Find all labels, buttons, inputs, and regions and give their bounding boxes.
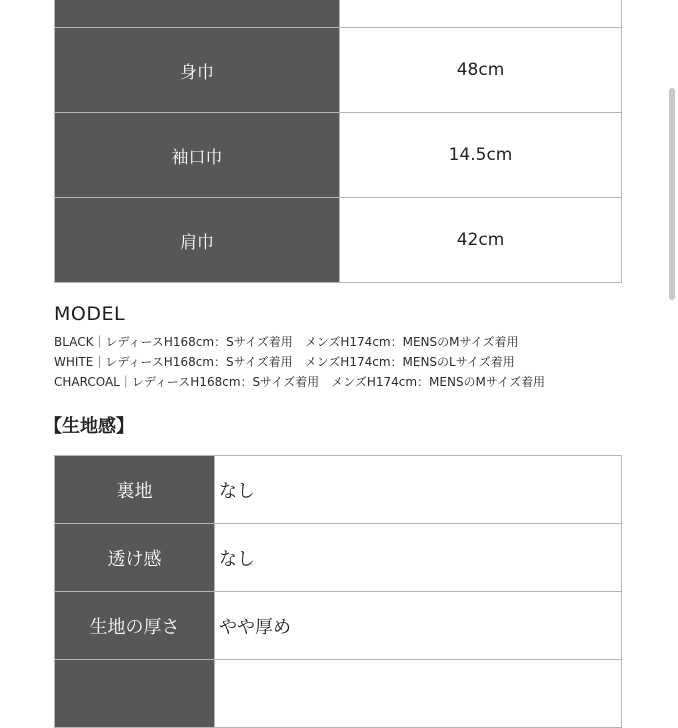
fabric-label (55, 660, 215, 728)
table-row (55, 0, 622, 28)
fabric-table (54, 455, 622, 728)
model-line-white: WHITE｜レディースH168cm：Sサイズ着用 メンズH174cm：MENSのLサイズ着用 (54, 355, 515, 369)
size-value: 48cm (340, 28, 622, 113)
size-label: 身巾 (55, 28, 340, 113)
scrollbar-thumb[interactable] (669, 88, 675, 300)
size-table (54, 0, 622, 283)
table-row (55, 524, 622, 592)
size-value (340, 0, 622, 28)
fabric-value: なし (215, 456, 622, 524)
fabric-heading: 【生地感】 (44, 416, 134, 437)
table-row (55, 28, 622, 113)
fabric-label: 生地の厚さ (55, 592, 215, 660)
size-label (55, 0, 340, 28)
table-row (55, 660, 622, 728)
fabric-value: なし (215, 524, 622, 592)
table-row (55, 456, 622, 524)
table-row (55, 113, 622, 198)
fabric-label: 裏地 (55, 456, 215, 524)
fabric-label: 透け感 (55, 524, 215, 592)
fabric-value (215, 660, 622, 728)
fabric-value: やや厚め (215, 592, 622, 660)
size-label: 肩巾 (55, 198, 340, 283)
table-row (55, 198, 622, 283)
size-label: 袖口巾 (55, 113, 340, 198)
scrollbar[interactable] (666, 0, 678, 678)
model-line-charcoal: CHARCOAL｜レディースH168cm：Sサイズ着用 メンズH174cm：MENSのMサイズ着用 (54, 375, 545, 389)
model-heading: MODEL (54, 303, 126, 325)
model-section (54, 303, 654, 392)
size-value: 14.5cm (340, 113, 622, 198)
model-line-black: BLACK｜レディースH168cm：Sサイズ着用 メンズH174cm：MENSのMサイズ着用 (54, 335, 519, 349)
table-row (55, 592, 622, 660)
size-value: 42cm (340, 198, 622, 283)
